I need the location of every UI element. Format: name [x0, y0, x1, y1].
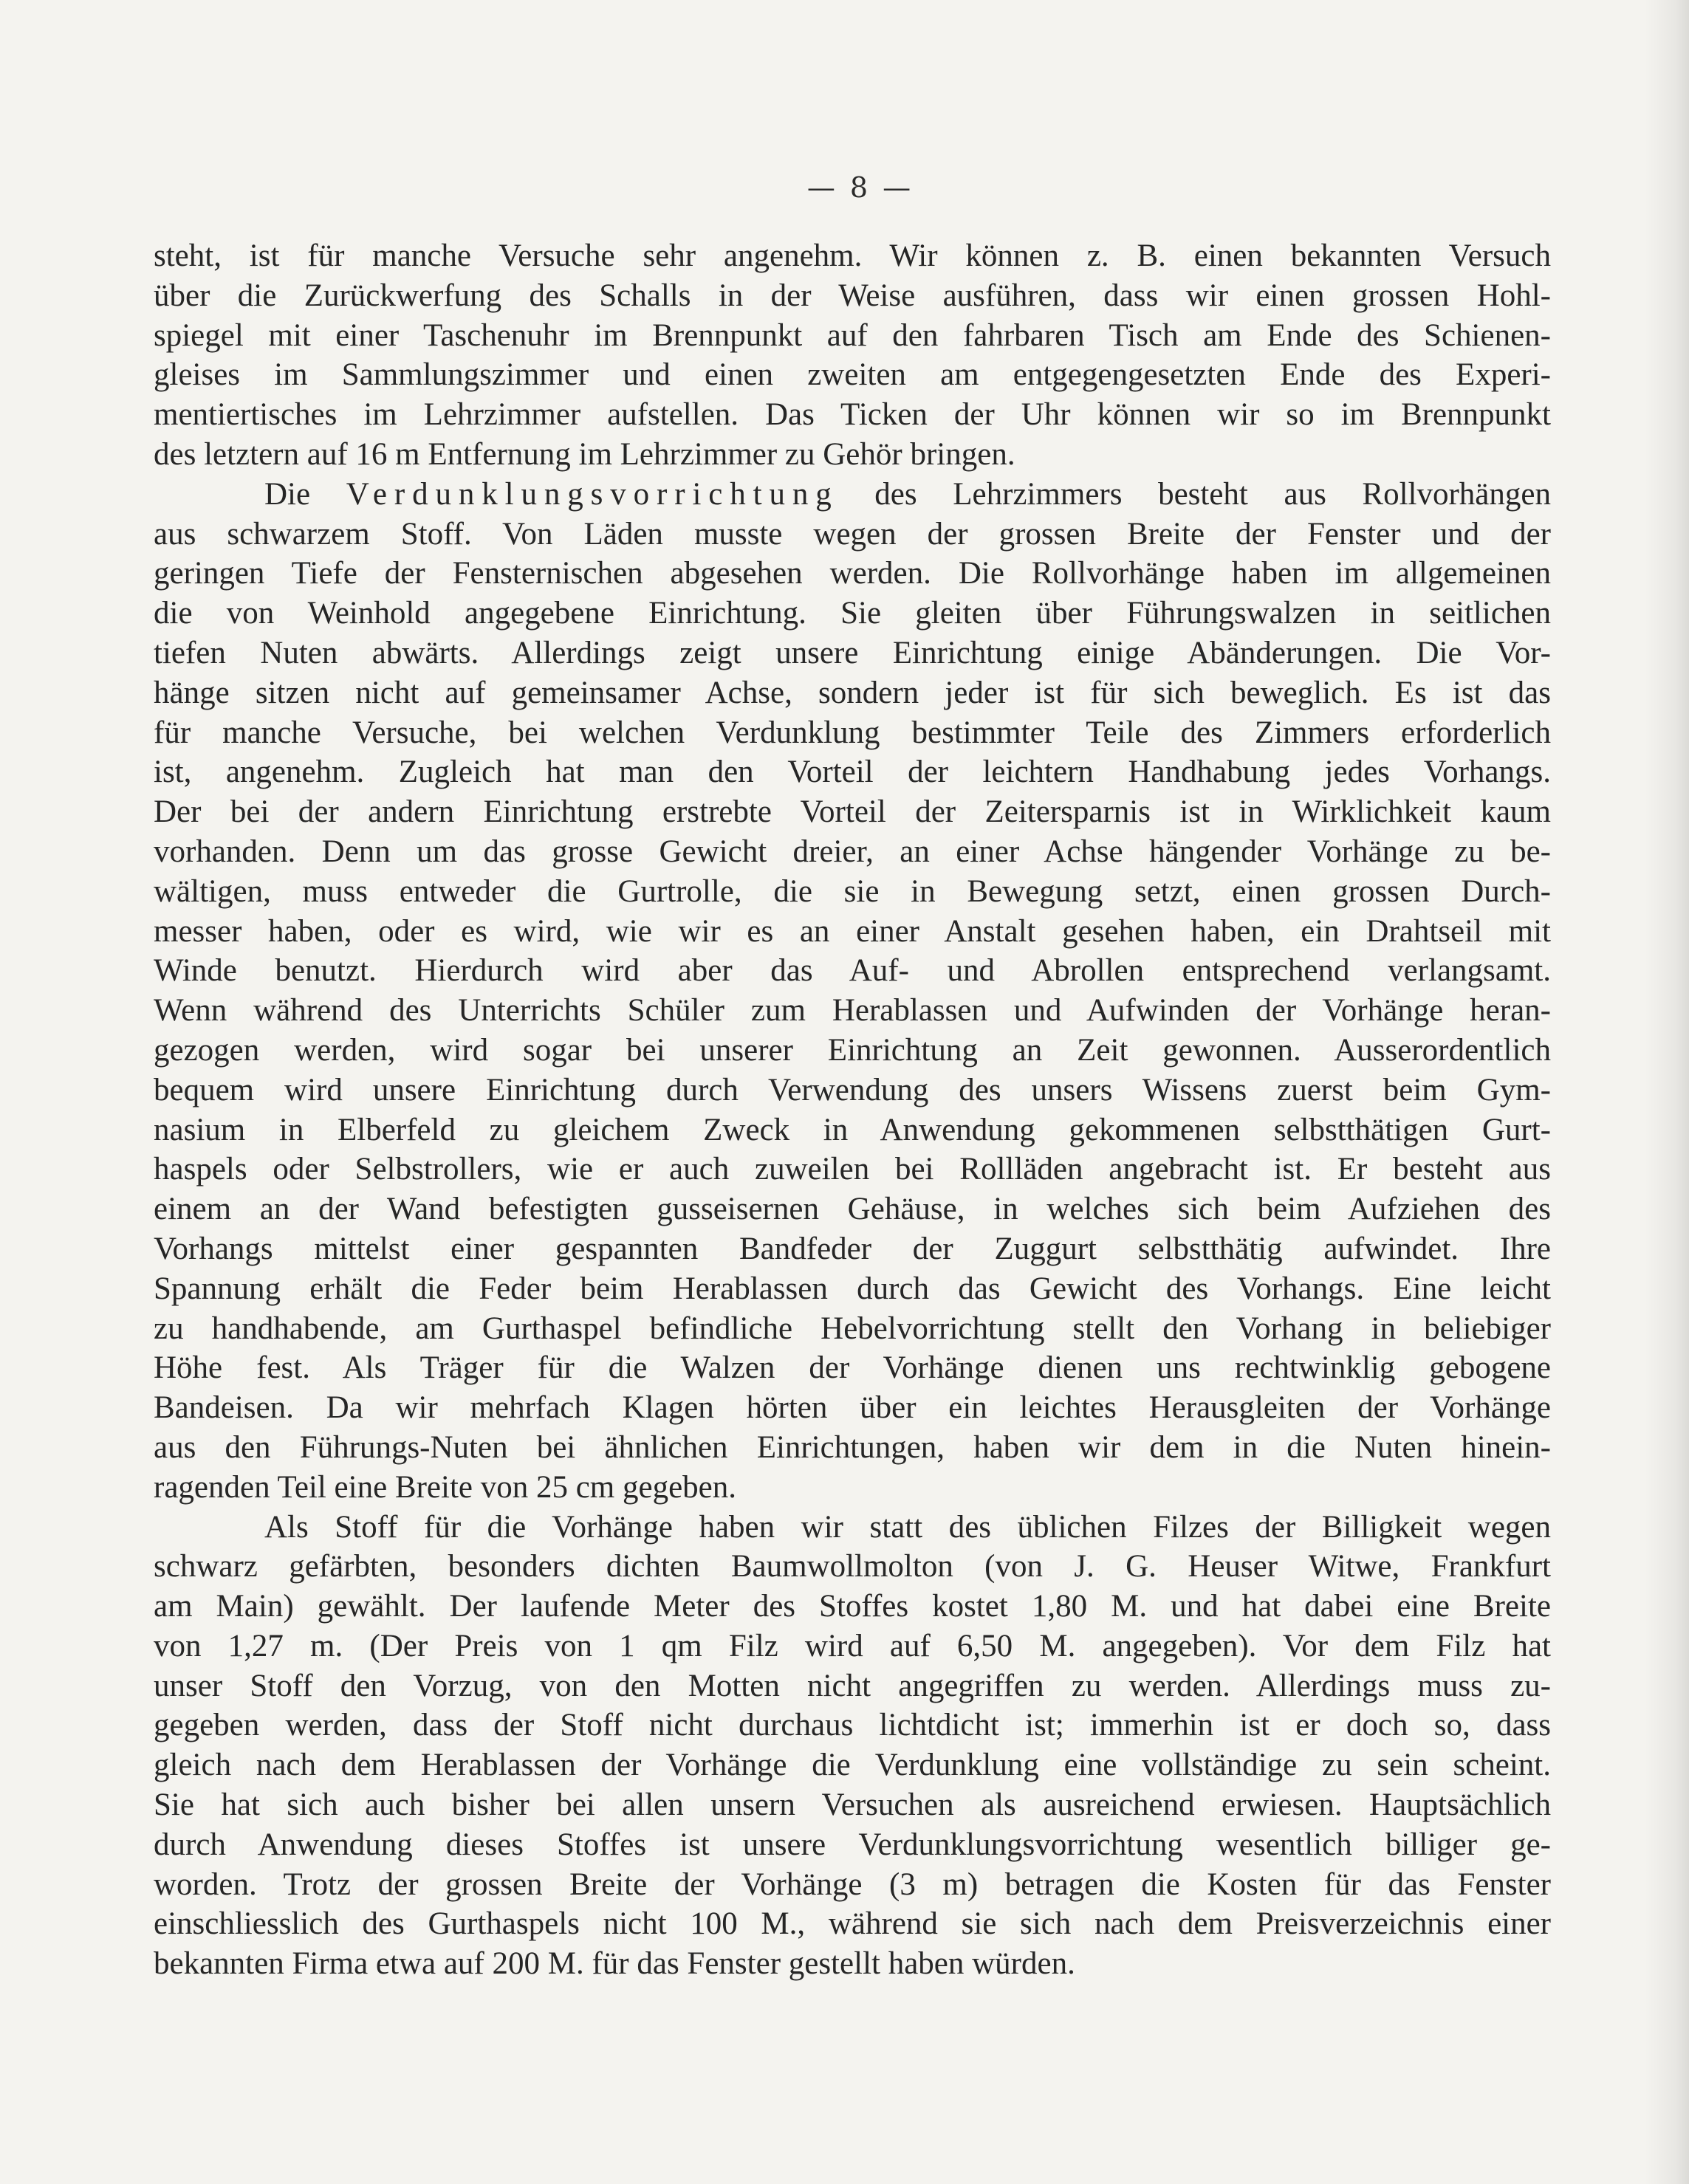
text-line: messer haben, oder es wird, wie wir es an einer Anstalt gesehen haben, ein Drahtseil mit — [154, 913, 1551, 949]
text-line: Wenn während des Unterrichts Schüler zum Herablassen und Aufwinden der Vorhänge heran- — [154, 993, 1551, 1029]
line-suffix: des Lehrzimmers besteht aus Rollvorhängen — [838, 476, 1551, 512]
text-line: aus schwarzem Stoff. Von Läden musste wegen der grossen Breite der Fenster und der — [154, 516, 1551, 552]
text-line: einschliesslich des Gurthaspels nicht 100 M., während sie sich nach dem Preisverzeichnis einer — [154, 1906, 1551, 1942]
body-text — [154, 236, 1551, 1984]
text-line: Der bei der andern Einrichtung erstrebte Vorteil der Zeitersparnis ist in Wirklichkeit kaum — [154, 794, 1551, 830]
text-line: gleises im Sammlungszimmer und einen zweiten am entgegengesetzten Ende des Experi- — [154, 357, 1551, 393]
text-line: worden. Trotz der grossen Breite der Vorhänge (3 m) betragen die Kosten für das Fenster — [154, 1867, 1551, 1902]
text-line: ragenden Teil eine Breite von 25 cm gegeben. — [154, 1469, 737, 1505]
text-line: unser Stoff den Vorzug, von den Motten nicht angegriffen zu werden. Allerdings muss zu- — [154, 1668, 1551, 1703]
text-line: Vorhangs mittelst einer gespannten Bandfeder der Zuggurt selbstthätig aufwindet. Ihre — [154, 1231, 1551, 1266]
text-line: mentiertisches im Lehrzimmer aufstellen. Das Ticken der Uhr können wir so im Brennpunkt — [154, 397, 1551, 433]
text-line: hänge sitzen nicht auf gemeinsamer Achse, sondern jeder ist für sich beweglich. Es ist das — [154, 675, 1551, 710]
text-line: am Main) gewählt. Der laufende Meter des Stoffes kostet 1,80 M. und hat dabei eine Breite — [154, 1589, 1551, 1624]
text-line: ist, angenehm. Zugleich hat man den Vorteil der leichtern Handhabung jedes Vorhangs. — [154, 755, 1551, 790]
page-number: — 8 — — [806, 171, 914, 204]
text-line: schwarz gefärbten, besonders dichten Baumwollmolton (von J. G. Heuser Witwe, Frankfurt — [154, 1549, 1551, 1584]
text-line: bekannten Firma etwa auf 200 M. für das Fenster gestellt haben würden. — [154, 1946, 1075, 1982]
line-prefix: Die — [264, 476, 346, 512]
spaced-term: Verdunklungsvorrichtung — [346, 476, 839, 512]
text-line: tiefen Nuten abwärts. Allerdings zeigt unsere Einrichtung einige Abänderungen. Die Vor- — [154, 635, 1551, 670]
text-line: steht, ist für manche Versuche sehr angenehm. Wir können z. B. einen bekannten Versuch — [154, 238, 1551, 273]
text-line: zu handhabende, am Gurthaspel befindliche Hebelvorrichtung stellt den Vorhang in beliebiger — [154, 1311, 1551, 1346]
text-line: geringen Tiefe der Fensternischen abgesehen werden. Die Rollvorhänge haben im allgemeinen — [154, 556, 1551, 591]
text-line: die von Weinhold angegebene Einrichtung. Sie gleiten über Führungswalzen in seitlichen — [154, 596, 1551, 631]
text-line: bequem wird unsere Einrichtung durch Verwendung des unsers Wissens zuerst beim Gym- — [154, 1072, 1551, 1108]
text-line: haspels oder Selbstrollers, wie er auch zuweilen bei Rollläden angebracht ist. Er besteht aus — [154, 1152, 1551, 1187]
text-line: Als Stoff für die Vorhänge haben wir statt des üblichen Filzes der Billigkeit wegen — [264, 1509, 1551, 1545]
text-line: durch Anwendung dieses Stoffes ist unsere Verdunklungsvorrichtung wesentlich billiger ge- — [154, 1827, 1551, 1862]
text-line: Höhe fest. Als Träger für die Walzen der Vorhänge dienen uns rechtwinklig gebogene — [154, 1350, 1551, 1386]
text-line: nasium in Elberfeld zu gleichem Zweck in Anwendung gekommenen selbstthätigen Gurt- — [154, 1112, 1551, 1147]
text-line: gezogen werden, wird sogar bei unserer Einrichtung an Zeit gewonnen. Ausserordentlich — [154, 1032, 1551, 1068]
text-line: spiegel mit einer Taschenuhr im Brennpunkt auf den fahrbaren Tisch am Ende des Schienen- — [154, 317, 1551, 353]
text-line: Winde benutzt. Hierdurch wird aber das Auf- und Abrollen entsprechend verlangsamt. — [154, 953, 1551, 989]
text-line: gleich nach dem Herablassen der Vorhänge die Verdunklung eine vollständige zu sein scheint. — [154, 1748, 1551, 1783]
text-line: einem an der Wand befestigten gusseisernen Gehäuse, in welches sich beim Aufziehen des — [154, 1192, 1551, 1227]
text-line: über die Zurückwerfung des Schalls in der Weise ausführen, dass wir einen grossen Hohl- — [154, 278, 1551, 313]
text-line-spaced-heading — [154, 475, 1551, 515]
text-line: Sie hat sich auch bisher bei allen unsern Versuchen als ausreichend erwiesen. Hauptsächlich — [154, 1788, 1551, 1823]
text-line: Bandeisen. Da wir mehrfach Klagen hörten über ein leichtes Herausgleiten der Vorhänge — [154, 1390, 1551, 1426]
text-line: wältigen, muss entweder die Gurtrolle, die sie in Bewegung setzt, einen grossen Durch- — [154, 873, 1551, 909]
text-line: für manche Versuche, bei welchen Verdunklung bestimmter Teile des Zimmers erforderlich — [154, 715, 1551, 750]
scan-edge-shadow — [1645, 0, 1689, 2184]
text-line: aus den Führungs-Nuten bei ähnlichen Einrichtungen, haben wir dem in die Nuten hinein- — [154, 1429, 1551, 1465]
text-line: von 1,27 m. (Der Preis von 1 qm Filz wird auf 6,50 M. angegeben). Vor dem Filz hat — [154, 1628, 1551, 1663]
text-line: vorhanden. Denn um das grosse Gewicht dreier, an einer Achse hängender Vorhänge zu be- — [154, 834, 1551, 869]
text-line: gegeben werden, dass der Stoff nicht durchaus lichtdicht ist; immerhin ist er doch so, dass — [154, 1708, 1551, 1743]
text-line: Spannung erhält die Feder beim Herablassen durch das Gewicht des Vorhangs. Eine leicht — [154, 1271, 1551, 1306]
text-line: des letztern auf 16 m Entfernung im Lehrzimmer zu Gehör bringen. — [154, 436, 1015, 472]
